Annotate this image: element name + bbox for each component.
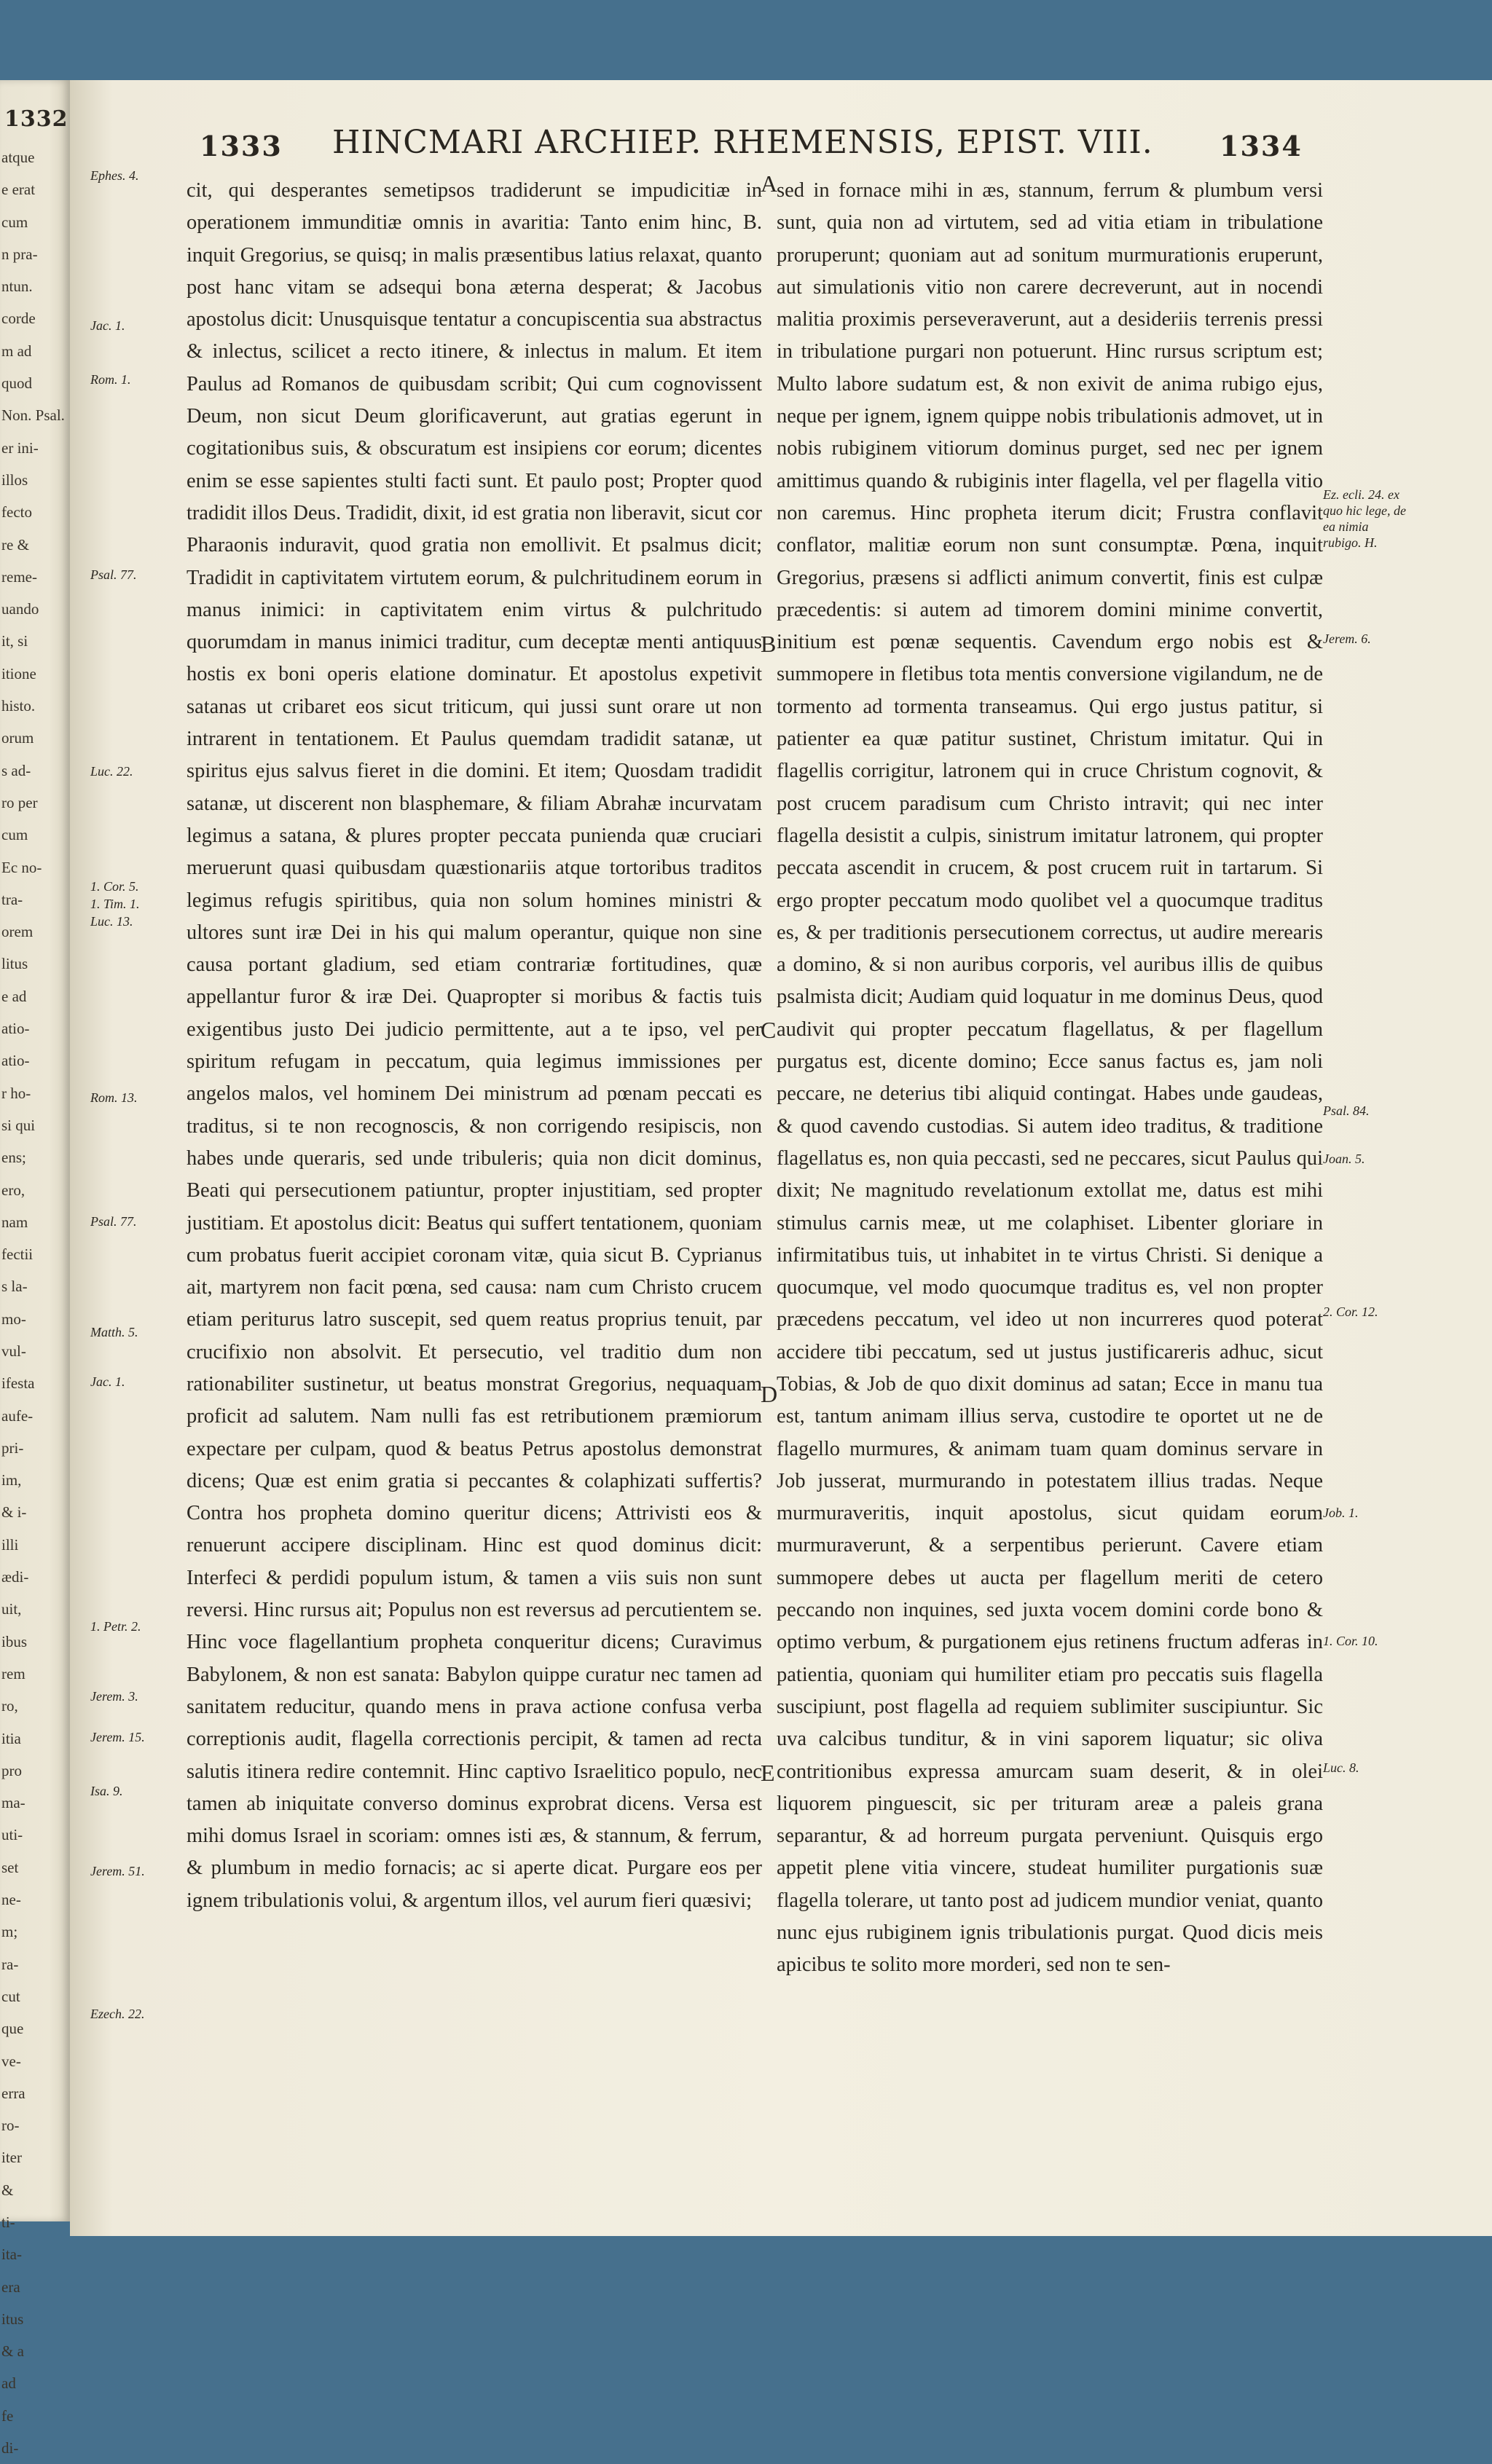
previous-page-fragment: vul-: [1, 1342, 26, 1360]
previous-page-fragment: cut: [1, 1987, 20, 2005]
page-header: [70, 124, 1492, 182]
section-letter: C: [761, 1017, 777, 1043]
left-margin-note: Luc. 13.: [90, 914, 133, 929]
right-margin-note: 1. Cor. 10.: [1323, 1634, 1378, 1648]
left-text-column: [186, 175, 762, 1917]
previous-page-fragment: iter: [1, 2149, 22, 2167]
previous-page-fragment: &: [1, 2181, 14, 2199]
previous-page-fragment: tra-: [1, 890, 23, 908]
left-margin-note: Jerem. 51.: [90, 1864, 145, 1878]
previous-page-fragment: e ad: [1, 987, 27, 1005]
previous-page-fragment: nam: [1, 1213, 28, 1231]
previous-page-fragment: uit,: [1, 1600, 22, 1618]
left-margin-note: 1. Cor. 5.: [90, 879, 139, 894]
previous-page-fragment: atio-: [1, 1020, 30, 1038]
left-margin-note: Psal. 77.: [90, 567, 137, 582]
previous-page-fragment: it, si: [1, 632, 28, 650]
previous-page-fragment: si qui: [1, 1116, 36, 1134]
section-letter: D: [761, 1381, 778, 1407]
previous-page-fragment: orum: [1, 729, 34, 747]
previous-page-fragment: mo-: [1, 1310, 26, 1328]
previous-page-fragment: itia: [1, 1729, 21, 1747]
left-page-number: 1333: [200, 130, 283, 162]
previous-page-fragment: corde: [1, 310, 36, 328]
left-margin-note: Ephes. 4.: [90, 168, 139, 183]
section-letter: E: [761, 1760, 775, 1786]
right-margin-note: Ez. ecli. 24. ex quo hic lege, de ea nimia rubigo. H.: [1323, 487, 1406, 550]
previous-page-fragment: illi: [1, 1535, 19, 1554]
previous-page-fragment: r ho-: [1, 1084, 31, 1102]
previous-page-fragment: que: [1, 2020, 24, 2038]
previous-page-fragment: fecto: [1, 503, 32, 521]
left-margin-note: Rom. 13.: [90, 1090, 138, 1105]
previous-page-fragment: fe: [1, 2406, 14, 2425]
left-column-text: cit, qui desperantes semetipsos tradiderunt se impudicitiæ in operationem immunditiæ omnis in avaritia: Tanto enim hinc, B. inquit Gregorius, se quisq; in malis præsentibus latius relaxat, quanto post hanc vitam se adsequi bona æterna desperat; & Jacobus apostolus dicit: Unusquisque tentatur a concupiscentia sua abstractus & inlectus, scilicet a recto itinere, & inlectus in malum. Et item Paulus ad Romanos de quibusdam scribit; Qui cum cognovissent Deum, non sicut Deum glorificaverunt, aut gratias egerunt in cogitationibus suis, & obscuratum est insipiens cor eorum; dicentes enim se esse sapientes stulti facti sunt. Et paulo post; Propter quod tradidit illos Deus. Tradidit, dixit, id est gratia non liberavit, sicut cor Pharaonis induravit, quod gratia non emollivit. Et psalmus dicit; Tradidit in captivitatem virtutem eorum, & pulchritudinem eorum in manus inimici: in captivitatem enim virtus & pulchritudo quorumdam in manus inimici traditur, cum deceptæ menti antiquus hostis ex boni operis elatione dominatur. Et apostolus expetivit satanas ut cribaret eos sicut triticum, qui jussi sunt orare ut non intrarent in tentationem. Et Paulus quemdam tradidit satanæ, ut spiritus ejus salvus fieret in die domini. Et item; Quosdam tradidit satanæ, ut discerent non blasphemare, & filiam Abrahæ incurvatam legimus a satana, & plures propter peccata punienda quæ cruciari meruerunt quasi quibusdam quæstionariis atque tortoribus traditos legimus refugis spiritibus, quia non solum homines ministri & ultores sunt iræ Dei in his qui malum operantur, quique non sine causa portant gladium, sed etiam contrariæ fortitudines, quæ appellantur furor & iræ Dei. Quapropter si moribus & factis tuis exigentibus justo Dei judicio permittente, aut a te ipso, vel per spiritum refugam in peccatum, quia legimus immissiones per angelos malos, vel hominem Dei ministrum ad pœnam peccati es traditus, si te non recognoscis, & non corrigendo resipiscis, non habes unde queraris, sed unde tribuleris; quia non dicit dominus, Beati qui persecutionem patiuntur, propter injustitiam, sed propter justitiam. Et apostolus dicit: Beatus qui suffert tentationem, quoniam cum probatus fuerit accipiet coronam vitæ, quia sicut B. Cyprianus ait, martyrem non facit pœna, sed causa: nam cum Christo crucem etiam periturus latro suscepit, sed quem reatus proprius tenuit, par crucifixio non absolvit. Et persecutio, vel traditio dum non rationabiliter sustinetur, ut beatus monstrat Gregorius, nequaquam proficit ad salutem. Nam nulli fas est retributionem præmiorum expectare per culpam, quod & beatus Petrus apostolus demonstrat dicens; Quæ est enim gratia si peccantes & colaphizati suffertis? Contra hos propheta domino queritur dicens; Attrivisti eos & renuerunt accipere disciplinam. Hinc est quod dominus dicit: Interfeci & perdidi populum istum, & tamen a viis suis non sunt reversi. Hinc rursus ait; Populus non est reversus ad percutientem se. Hinc voce flagellantium propheta conqueritur dicens; Curavimus Babylonem, & non est sanata: Babylon quippe curatur nec tamen ad sanitatem reducitur, quando mens in prava actione confusa verba correptionis audit, flagella correctionis percipit, & tamen ad recta salutis itinera redire contemnit. Hinc captivo Israelitico populo, nec tamen ab iniquitate converso dominus exprobrat dicens. Versa est mihi domus Israel in scoriam: omnes isti æs, & stannum, & ferrum, & plumbum in medio fornacis; ac si aperte dicat. Purgare eos per ignem tribulationis volui, & argentum illos, vel aurum fieri quæsivi;: [186, 179, 762, 1912]
previous-page-fragments: [1, 141, 67, 2464]
previous-page-fragment: & i-: [1, 1503, 27, 1522]
right-margin-note: 2. Cor. 12.: [1323, 1304, 1378, 1319]
previous-page-fragment: cum: [1, 213, 28, 231]
previous-page-fragment: ad: [1, 2374, 16, 2393]
previous-page-fragment: uando: [1, 600, 39, 618]
previous-page-fragment: orem: [1, 923, 34, 941]
left-margin-note: Jerem. 15.: [90, 1730, 145, 1744]
previous-page-fragment: s ad-: [1, 761, 31, 779]
previous-page-fragment: ti-: [1, 2213, 15, 2231]
previous-page-fragment: im,: [1, 1471, 22, 1489]
previous-page-fragment: histo.: [1, 697, 36, 715]
previous-page-fragment: cum: [1, 826, 28, 844]
previous-page-fragment: reme-: [1, 567, 37, 586]
previous-page-fragment: litus: [1, 955, 28, 973]
previous-page-edge: [0, 80, 70, 2457]
book-page: [70, 80, 1492, 2236]
previous-page-fragment: n pra-: [1, 245, 38, 263]
left-margin-note: 1. Tim. 1.: [90, 897, 140, 911]
previous-page-fragment: ens;: [1, 1149, 26, 1167]
previous-page-fragment: ne-: [1, 1891, 21, 1909]
left-margin-note: Psal. 77.: [90, 1214, 137, 1229]
previous-page-fragment: erra: [1, 2084, 25, 2102]
previous-page-fragment: Non. Psal.: [1, 406, 65, 425]
left-margin-note: Rom. 1.: [90, 372, 131, 387]
right-margin-note: Job. 1.: [1323, 1505, 1359, 1520]
previous-page-fragment: ro-: [1, 2117, 20, 2135]
right-margin-note: Psal. 84.: [1323, 1103, 1370, 1118]
previous-page-fragment: ve-: [1, 2052, 21, 2070]
right-page-number: 1334: [1220, 130, 1303, 162]
left-margin-note: Luc. 22.: [90, 764, 133, 779]
previous-page-fragment: er ini-: [1, 438, 39, 457]
previous-page-fragment: ntun.: [1, 278, 33, 296]
previous-page-fragment: ero,: [1, 1181, 25, 1199]
left-margin-note: Jac. 1.: [90, 318, 125, 333]
section-letter: B: [761, 631, 777, 657]
previous-page-fragment: Ec no-: [1, 858, 42, 876]
previous-page-fragment: m ad: [1, 342, 32, 360]
previous-page-fragment: rem: [1, 1664, 25, 1682]
previous-page-fragment: ma-: [1, 1794, 25, 1812]
left-margin-note: Jac. 1.: [90, 1374, 125, 1389]
previous-page-fragment: quod: [1, 374, 32, 393]
previous-page-fragment: fectii: [1, 1245, 34, 1264]
previous-page-fragment: ædi-: [1, 1568, 29, 1586]
previous-page-fragment: ibus: [1, 1632, 28, 1650]
right-margin-note: Jerem. 6.: [1323, 631, 1371, 646]
previous-page-fragment: itione: [1, 664, 36, 682]
previous-page-fragment: & a: [1, 2342, 24, 2361]
previous-page-fragment: m;: [1, 1923, 18, 1941]
left-margin-note: 1. Petr. 2.: [90, 1619, 141, 1634]
previous-page-fragment: ra-: [1, 1955, 19, 1973]
previous-page-fragment: e erat: [1, 181, 36, 199]
previous-page-fragment: itus: [1, 2310, 24, 2328]
previous-page-fragment: era: [1, 2278, 20, 2296]
right-margin-note: Luc. 8.: [1323, 1760, 1359, 1775]
running-title: HINCMARI ARCHIEP. RHEMENSIS, EPIST. VIII.: [332, 124, 1153, 161]
left-margin-note: Ezech. 22.: [90, 2007, 145, 2021]
previous-page-fragment: aufe-: [1, 1406, 34, 1425]
previous-page-fragment: re &: [1, 535, 29, 554]
previous-page-fragment: ro per: [1, 793, 38, 811]
previous-page-fragment: s la-: [1, 1278, 28, 1296]
left-margin-note: Isa. 9.: [90, 1784, 123, 1798]
previous-page-fragment: uti-: [1, 1826, 23, 1844]
previous-page-fragment: ita-: [1, 2245, 22, 2264]
previous-page-fragment: ro,: [1, 1697, 18, 1715]
previous-page-fragment: ifesta: [1, 1374, 35, 1393]
previous-page-fragment: atio-: [1, 1052, 30, 1070]
right-text-column: [777, 175, 1323, 1982]
previous-page-number: 1332: [4, 106, 68, 132]
previous-page-fragment: di-: [1, 2439, 19, 2457]
left-margin-note: Jerem. 3.: [90, 1689, 138, 1704]
previous-page-fragment: set: [1, 1858, 19, 1876]
previous-page-fragment: atque: [1, 149, 35, 166]
previous-page-fragment: pri-: [1, 1438, 24, 1457]
right-column-text: sed in fornace mihi in æs, stannum, ferrum & plumbum versi sunt, quia non ad virtutem, sed ad vitia etiam in tribulatione proruperunt; quoniam aut ad sonitum murmurationis eruperunt, aut simulationis vitio non carere decreverunt, aut in nocendi malitia proximis perseveraverunt, aut a desideriis terrenis pressi in tribulatione purgari non potuerunt. Hinc rursus scriptum est; Multo labore sudatum est, & non exivit de anima rubigo ejus, neque per ignem, ignem quippe nobis tribulationis admovet, ut in nobis rubiginem vitiorum dominus purget, sed nec per ignem amittimus quando & rubiginis inter flagella, vel per flagella vitio non caremus. Hinc propheta iterum dicit; Frustra conflavit conflator, malitiæ eorum non sunt consumptæ. Pœna, inquit Gregorius, præsens si adflicti animum convertit, finis est culpæ præcedentis: si autem ad timorem domini minime convertit, initium est pœnæ sequentis. Cavendum ergo nobis est & summopere in fletibus tota mentis conversione vigilandum, ne de tormento ad tormenta transeamus. Qui ergo justus patitur, si patienter ea quæ patitur sustinet, Christum imitatur. Qui in flagellis corrigitur, latronem qui in cruce Christum cognovit, & post crucem paradisum cum Christo intravit; qui nec inter flagella desistit a culpis, sinistrum imitatur latronem, qui propter peccata ascendit in crucem, & post crucem ruit in tartarum. Si ergo propter peccatum modo quolibet vel a quocumque traditus es, & per traditionis persecutionem correctus, ut audire merearis a domino, & si non auribus corporis, vel auribus illis de quibus psalmista dicit; Audiam quid loquatur in me dominus Deus, quod audivit qui propter peccatum flagellatus, & per flagellum purgatus est, dicente domino; Ecce sanus factus es, jam noli peccare, ne deterius tibi aliquid contingat. Habes unde gaudeas, & quod cavendo custodias. Si autem ideo traditus, & traditione flagellatus es, non quia peccasti, sed ne peccares, sicut Paulus qui dixit; Ne magnitudo revelationum extollat me, datus est mihi stimulus carnis meæ, ut me colaphiset. Libenter gloriare in infirmitatibus tuis, ut inhabitet in te virtus Christi. Si denique a quocumque, vel modo quocumque traditus es, vel non propter præcedens peccatum, vel ideo ut non incurreres quod poterat accidere tibi peccatum, sed ut justus justificareris adhuc, sicut Tobias, & Job de quo dixit dominus ad satan; Ecce in manu tua est, tantum animam illius serva, custodire te oportet ut ne de flagello murmures, & animam tuam quam dominus servare in Job jusserat, murmurando in potestatem illius tradas. Neque murmuraveritis, inquit apostolus, sicut quidam eorum murmuraverunt, & a serpentibus perierunt. Cavere etiam summopere debes ut aucta per flagellum meriti de cetero peccando non inquines, sed juxta vocem domini corde bono & optimo verbum, & purgationem ejus retinens fructum adferas in patientia, quoniam qui humiliter etiam pro peccatis suis flagella suscipiunt, post flagella ad requiem sublimiter suscipiuntur. Sic uva calcibus tunditur, & in vini saporem liquatur; sic oliva contritionibus expressa amurcam suam deserit, & in olei liquorem pinguescit, sic per trituram areæ a paleis grana separantur, & ad horreum purgata perveniunt. Quisquis ergo appetit plene vitia vincere, studeat humiliter purgationis suæ flagella tolerare, ut tanto post ad judicem mundior veniat, quanto nunc ejus rubiginem ignis tribulationis purgat. Quod dicis meis apicibus te solito more morderi, sed non te sen-: [777, 179, 1323, 1977]
left-margin-note: Matth. 5.: [90, 1325, 138, 1339]
previous-page-fragment: pro: [1, 1761, 22, 1779]
section-letter: A: [761, 170, 778, 197]
previous-page-fragment: illos: [1, 471, 28, 489]
right-margin-note: Joan. 5.: [1323, 1152, 1365, 1166]
